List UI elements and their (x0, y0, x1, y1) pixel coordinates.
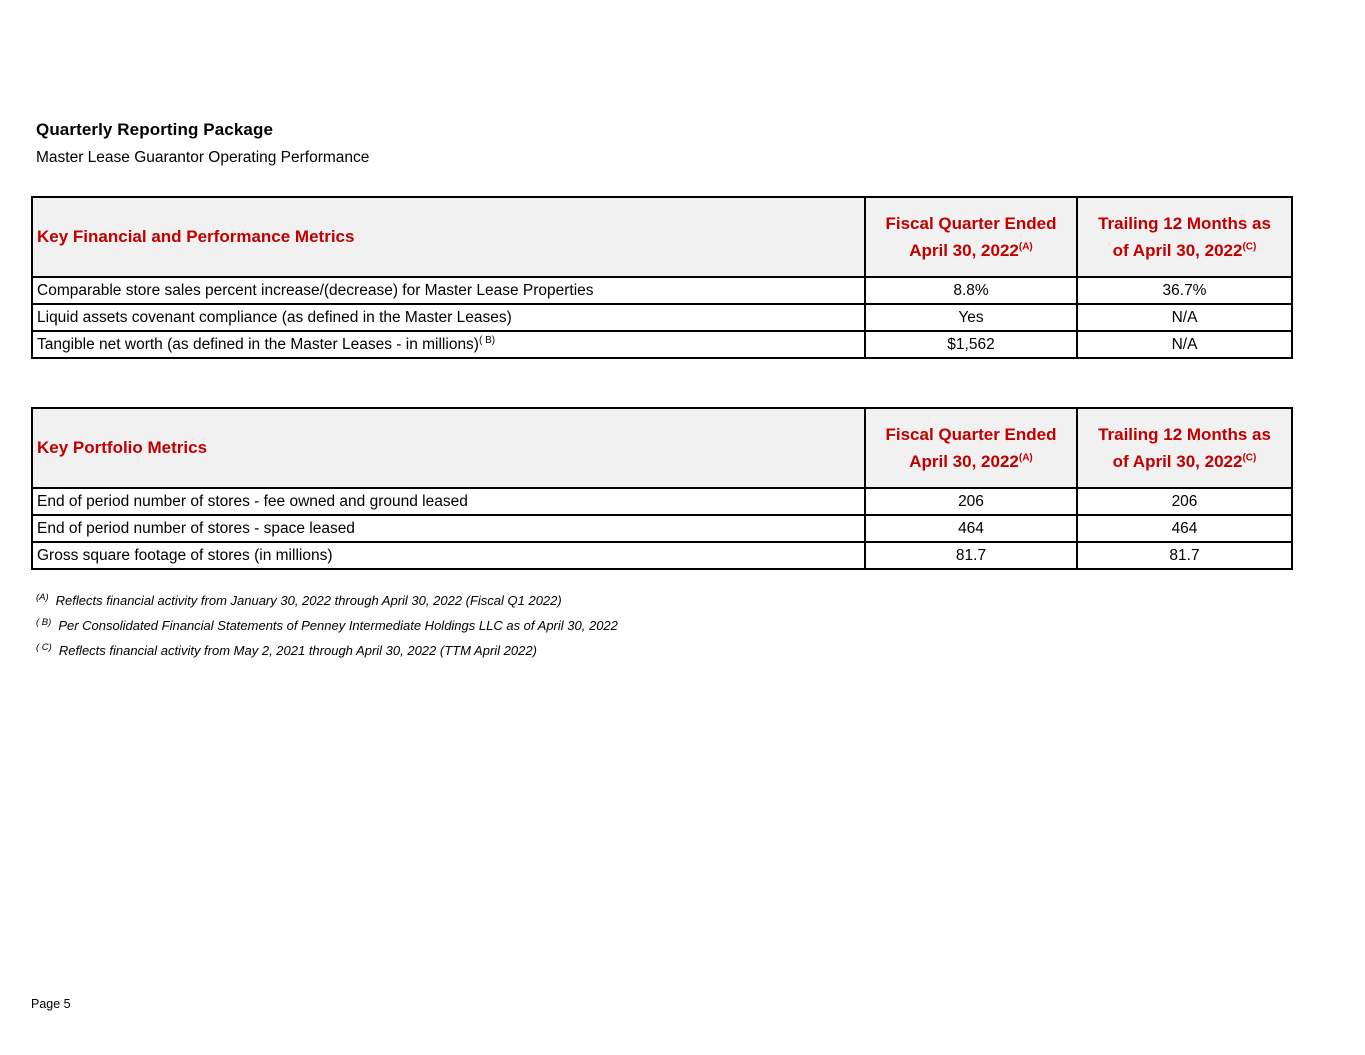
metric-value-quarter: $1,562 (865, 331, 1077, 358)
table-header-row (32, 197, 1292, 277)
metric-value-ttm: N/A (1077, 304, 1292, 331)
table-financial-metrics (31, 196, 1293, 359)
metric-value-ttm: 36.7% (1077, 277, 1292, 304)
metric-label-text: End of period number of stores - fee owned and ground leased (37, 492, 468, 510)
footnote-ref-a: (A) (1018, 452, 1033, 464)
document-title: Quarterly Reporting Package (36, 120, 273, 139)
column-header-fiscal-quarter (865, 197, 1077, 277)
metric-label-text: Liquid assets covenant compliance (as defined in the Master Leases) (37, 308, 512, 326)
metric-label (32, 542, 865, 569)
metric-label (32, 304, 865, 331)
metric-value-quarter: Yes (865, 304, 1077, 331)
metric-label-text: Gross square footage of stores (in millions) (37, 546, 333, 564)
metric-value-quarter: 81.7 (865, 542, 1077, 569)
metric-value-quarter: 8.8% (865, 277, 1077, 304)
metric-label-text: Tangible net worth (as defined in the Master Leases - in millions) (37, 335, 479, 353)
table-row (32, 488, 1292, 515)
table-portfolio-metrics (31, 407, 1293, 570)
metric-value-ttm: 81.7 (1077, 542, 1292, 569)
table-title: Key Portfolio Metrics (32, 408, 865, 488)
metric-label-text: End of period number of stores - space leased (37, 519, 355, 537)
metric-value-ttm: 206 (1077, 488, 1292, 515)
column-header-line1: Trailing 12 Months as (1098, 214, 1271, 233)
column-header-line1: Trailing 12 Months as (1098, 425, 1271, 444)
footnotes-block (36, 588, 618, 663)
footnote-ref-c: (C) (1242, 241, 1257, 253)
footnote-marker: ( C) (36, 641, 52, 653)
table-row (32, 542, 1292, 569)
column-header-line2: April 30, 2022 (909, 452, 1019, 471)
column-header-fiscal-quarter (865, 408, 1077, 488)
table-row (32, 277, 1292, 304)
metric-label (32, 488, 865, 515)
metric-label (32, 277, 865, 304)
column-header-trailing-12 (1077, 408, 1292, 488)
column-header-line1: Fiscal Quarter Ended (885, 425, 1057, 444)
column-header-line2: April 30, 2022 (909, 241, 1019, 260)
metric-label (32, 515, 865, 542)
footnote-marker: (A) (36, 591, 49, 603)
metric-label-text: Comparable store sales percent increase/(decrease) for Master Lease Properties (37, 281, 594, 299)
footnote-a (36, 588, 618, 613)
metric-value-ttm: N/A (1077, 331, 1292, 358)
table-title: Key Financial and Performance Metrics (32, 197, 865, 277)
page-number: Page 5 (31, 997, 71, 1011)
metric-value-quarter: 464 (865, 515, 1077, 542)
footnote-ref-c: (C) (1242, 452, 1257, 464)
metric-label (32, 331, 865, 358)
document-subtitle: Master Lease Guarantor Operating Performance (36, 149, 370, 166)
footnote-text: Per Consolidated Financial Statements of Penney Intermediate Holdings LLC as of April 30, 2022 (58, 618, 618, 633)
column-header-trailing-12 (1077, 197, 1292, 277)
footnote-c (36, 638, 618, 663)
metric-value-ttm: 464 (1077, 515, 1292, 542)
column-header-line2: of April 30, 2022 (1112, 241, 1243, 260)
column-header-line1: Fiscal Quarter Ended (885, 214, 1057, 233)
column-header-line2: of April 30, 2022 (1112, 452, 1243, 471)
table-header-row (32, 408, 1292, 488)
table-row (32, 331, 1292, 358)
footnote-ref-b: ( B) (478, 334, 496, 346)
table-row (32, 515, 1292, 542)
footnote-text: Reflects financial activity from January 30, 2022 through April 30, 2022 (Fiscal Q1 2022) (55, 593, 562, 608)
metric-value-quarter: 206 (865, 488, 1077, 515)
footnote-ref-a: (A) (1018, 241, 1033, 253)
footnote-marker: ( B) (36, 616, 52, 628)
footnote-b (36, 613, 618, 638)
table-row (32, 304, 1292, 331)
footnote-text: Reflects financial activity from May 2, 2021 through April 30, 2022 (TTM April 2022) (58, 643, 537, 658)
